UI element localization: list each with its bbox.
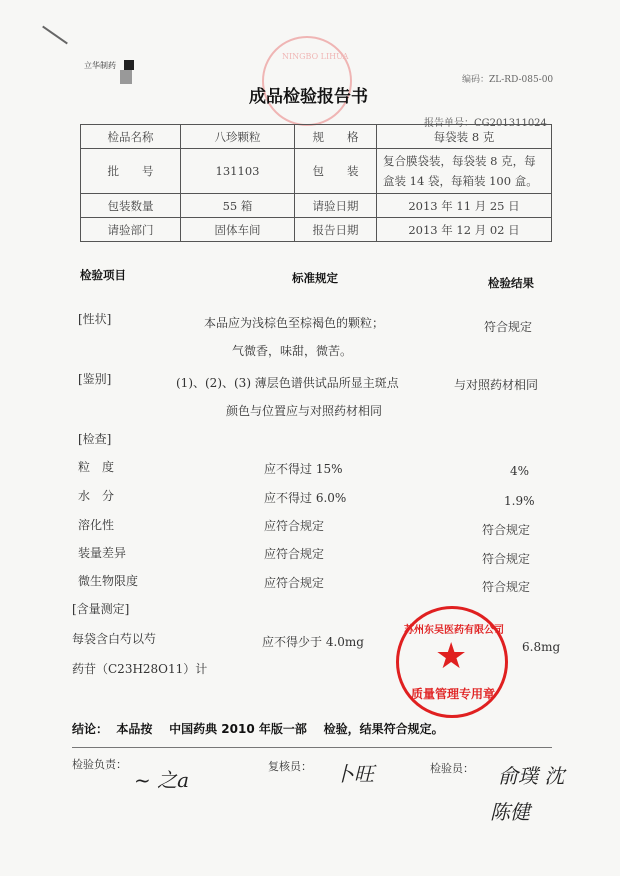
inspection-result: 4%: [510, 464, 530, 478]
logo-mark-2: [120, 70, 132, 84]
stamp-company-text: 苏州东吴医药有限公司: [404, 625, 504, 636]
inspection-item: 水 分: [78, 489, 115, 503]
quality-stamp: [396, 606, 508, 718]
logo-mark: [124, 60, 134, 70]
company-logo: 立华制药: [84, 61, 116, 70]
inspection-item: 溶化性: [78, 518, 115, 532]
inspector-signature-2: 陈健: [490, 800, 530, 824]
inspection-item: 微生物限度: [78, 574, 139, 588]
assay-label: [含量测定]: [72, 602, 130, 616]
stamp-purpose-text: 质量管理专用章: [411, 687, 496, 701]
faded-stamp-top: [262, 36, 352, 126]
inspection-result: 符合规定: [482, 552, 531, 566]
info-table: 检品名称 八珍颗粒 规 格 每袋装 8 克 批 号 131103 包 装 复合膜袋装，每袋装 8 克，每盒装 14 袋，每箱装 100 盒。 包装数量 55 箱 请验日期 2013 年 11 月 25 日 请验部门 固体车间 报告日期 2013 年 12 月 02 日: [80, 124, 552, 242]
col-result: 检验结果: [488, 276, 534, 290]
appearance-result: 符合规定: [484, 320, 533, 334]
identification-standard-2: 颜色与位置应与对照药材相同: [226, 404, 383, 418]
faded-stamp-text: NINGBO LIHUA: [282, 52, 349, 61]
page-title: 成品检验报告书: [249, 87, 368, 107]
conclusion: 结论： 本品按 中国药典 2010 年版一部 检验，结果符合规定。: [72, 722, 444, 736]
assay-standard: 应不得少于 4.0mg: [262, 635, 364, 649]
reviewer-signature: 卜旺: [334, 762, 374, 786]
reviewer-label: 复核员：: [268, 760, 312, 773]
supervisor-signature: ~ 之a: [134, 768, 190, 792]
inspection-item: 装量差异: [78, 546, 127, 560]
inspection-standard: 应不得过 6.0%: [264, 491, 347, 505]
appearance-label: [性状]: [78, 312, 112, 326]
col-standard: 标准规定: [292, 271, 338, 285]
identification-label: [鉴别]: [78, 372, 112, 386]
inspection-result: 符合规定: [482, 580, 531, 594]
inspection-standard: 应符合规定: [264, 547, 325, 561]
star-icon: ★: [435, 636, 468, 677]
appearance-standard-1: 本品应为浅棕色至棕褐色的颗粒；: [204, 316, 385, 330]
inspector-signature: 俞璞 沈: [498, 764, 565, 788]
inspection-standard: 应符合规定: [264, 576, 325, 590]
col-item: 检验项目: [80, 268, 126, 282]
doc-code: 编码：ZL-RD-085-00: [462, 75, 554, 85]
inspector-label: 检验员：: [430, 762, 474, 775]
inspection-standard: 应不得过 15%: [264, 462, 343, 476]
identification-result: 与对照药材相同: [454, 378, 539, 392]
appearance-standard-2: 气微香，味甜，微苦。: [232, 344, 353, 358]
inspection-label: [检查]: [78, 432, 112, 446]
assay-result: 6.8mg: [522, 640, 561, 654]
inspection-result: 符合规定: [482, 523, 531, 537]
identification-standard-1: (1)、(2)、(3) 薄层色谱供试品所显主斑点: [176, 376, 399, 390]
assay-item-2: 药苷（C23H28O11）计: [72, 662, 208, 676]
inspection-result: 1.9%: [504, 494, 535, 508]
supervisor-label: 检验负责：: [72, 758, 127, 771]
assay-item-1: 每袋含白芍以芍: [72, 632, 157, 646]
divider: [72, 747, 552, 748]
inspection-standard: 应符合规定: [264, 519, 325, 533]
inspection-item: 粒 度: [78, 460, 115, 474]
staple-mark: [42, 26, 68, 45]
report-number: 报告单号：CG201311024: [424, 118, 547, 129]
